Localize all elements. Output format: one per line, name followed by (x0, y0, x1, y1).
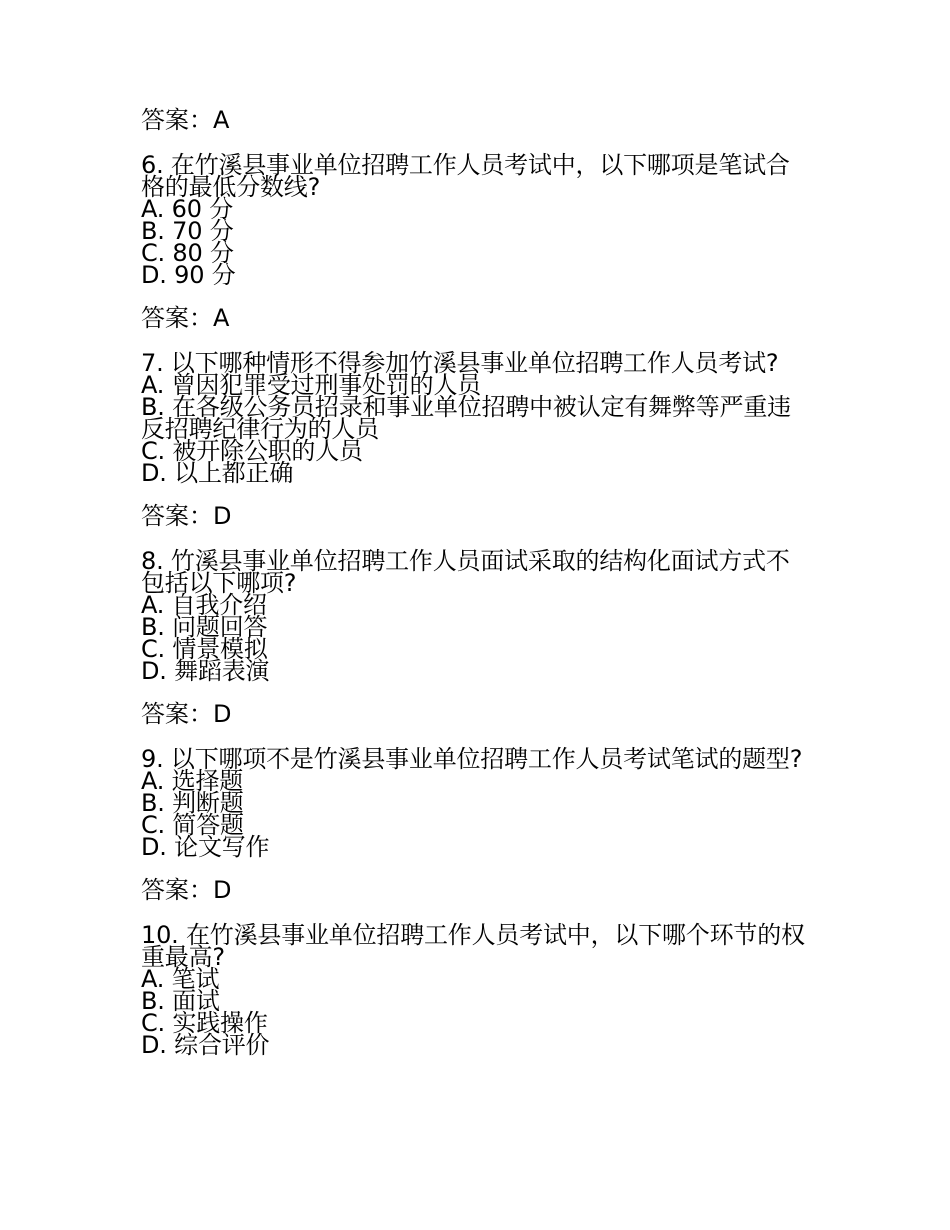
option-c: C. 实践操作 (141, 1009, 268, 1037)
option-b: B. 在各级公务员招录和事业单位招聘中被认定有舞弊等严重违反招聘纪律行为的人员 (141, 393, 791, 443)
answer-line: 答案：A (141, 304, 230, 332)
question-stem: 6. 在竹溪县事业单位招聘工作人员考试中，以下哪项是笔试合格的最低分数线? (141, 151, 790, 201)
option-d: D. 90 分 (141, 261, 236, 289)
option-b: B. 问题回答 (141, 613, 268, 641)
option-b: B. 面试 (141, 987, 220, 1015)
question-8 (141, 547, 806, 728)
options-list (141, 591, 806, 685)
option-d: D. 综合评价 (141, 1031, 270, 1059)
answer-line: 答案：D (141, 700, 232, 728)
options-list (141, 195, 806, 289)
question-stem: 8. 竹溪县事业单位招聘工作人员面试采取的结构化面试方式不包括以下哪项? (141, 547, 790, 597)
option-d: D. 以上都正确 (141, 459, 294, 487)
option-d: D. 舞蹈表演 (141, 657, 270, 685)
answer-line: 答案：D (141, 876, 232, 904)
question-stem: 9. 以下哪项不是竹溪县事业单位招聘工作人员考试笔试的题型? (141, 745, 803, 773)
question-stem: 7. 以下哪种情形不得参加竹溪县事业单位招聘工作人员考试? (141, 349, 779, 377)
options-list (141, 767, 806, 861)
answer-line: 答案：D (141, 502, 232, 530)
options-list (141, 965, 806, 1059)
option-c: C. 80 分 (141, 239, 234, 267)
option-a: A. 曾因犯罪受过刑事处罚的人员 (141, 371, 482, 399)
option-a: A. 选择题 (141, 767, 244, 795)
question-10 (141, 921, 806, 1059)
option-d: D. 论文写作 (141, 833, 270, 861)
question-6 (141, 151, 806, 332)
question-7 (141, 349, 806, 530)
answer-line: 答案：A (141, 106, 230, 134)
option-c: C. 简答题 (141, 811, 244, 839)
option-a: A. 60 分 (141, 195, 234, 223)
document-content (141, 106, 806, 1059)
option-c: C. 被开除公职的人员 (141, 437, 363, 465)
question-9 (141, 745, 806, 904)
options-list (141, 371, 806, 487)
option-a: A. 自我介绍 (141, 591, 267, 619)
option-c: C. 情景模拟 (141, 635, 268, 663)
option-b: B. 70 分 (141, 217, 234, 245)
option-a: A. 笔试 (141, 965, 220, 993)
question-stem: 10. 在竹溪县事业单位招聘工作人员考试中，以下哪个环节的权重最高? (141, 921, 805, 971)
option-b: B. 判断题 (141, 789, 244, 817)
